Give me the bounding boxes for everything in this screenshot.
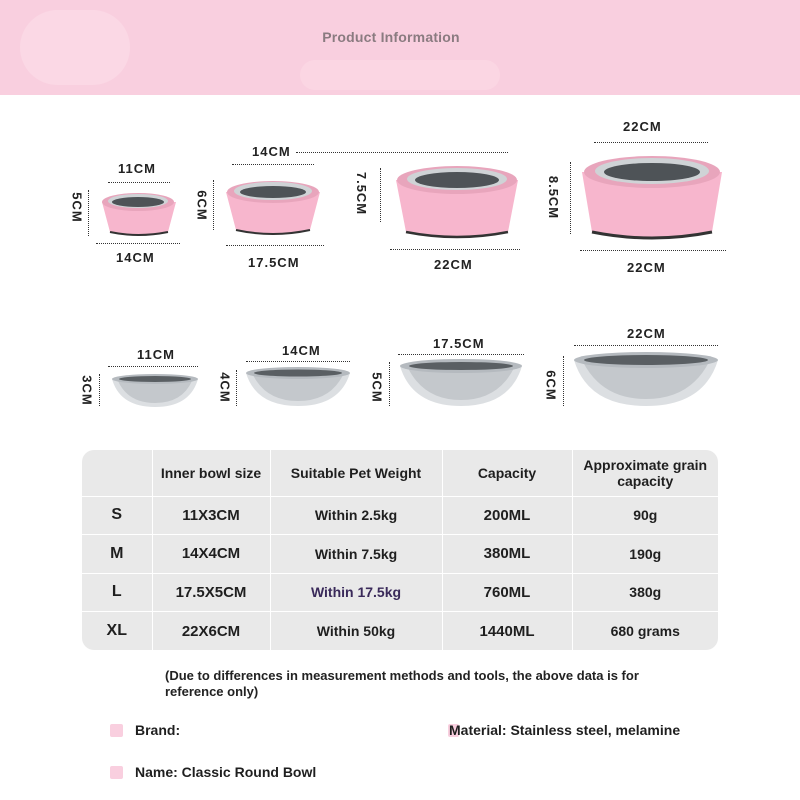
table-header-row [82,450,718,496]
top-dimension-line [108,366,198,367]
bottom-dimension-label: 22CM [627,260,666,275]
height-dimension-label: 8.5CM [546,175,562,220]
top-dimension-line [574,345,718,346]
pink-bullet-icon [110,766,123,779]
height-dimension-line [236,370,237,406]
steel-bowl-icon [110,373,200,409]
top-dimension-line [246,361,350,362]
pink-bowl-icon [578,152,726,244]
size-cell: M [82,535,152,574]
pink-bowl-icon [392,162,522,242]
product-name-text: Name: Classic Round Bowl [135,764,317,780]
table-row [82,496,718,535]
top-dimension-line [232,164,314,165]
pink-bullet-icon [110,724,123,737]
top-dimension-line [108,182,170,183]
height-dimension-line [563,356,564,406]
table-header-cell: Approximate grain capacity [572,450,718,496]
height-dimension-label: 7.5CM [354,171,370,216]
steel-bowl-icon [572,350,720,408]
spec-table [82,450,718,650]
table-row [82,535,718,574]
page-title: Product Information [322,29,460,45]
height-dimension-label: 6CM [543,370,559,401]
steel-bowl-icon [244,366,352,408]
capacity-cell: 760ML [442,573,572,612]
height-dimension-line [380,168,381,222]
table-header-cell: Capacity [442,450,572,496]
table-row [82,573,718,612]
pet-weight-cell: Within 2.5kg [270,496,442,535]
table-row [82,612,718,651]
header-banner [0,0,800,95]
height-dimension-line [88,190,89,236]
top-dimension-label: 22CM [627,326,666,341]
name-row [110,764,316,780]
height-dimension-label: 6CM [194,190,210,221]
bottom-dimension-line [580,250,726,251]
size-cell: XL [82,612,152,651]
height-dimension-label: 4CM [217,372,233,403]
table-header-cell: Inner bowl size [152,450,270,496]
top-dimension-label: 14CM [282,343,321,358]
table-header-cell: Suitable Pet Weight [270,450,442,496]
inner-size-cell: 17.5X5CM [152,573,270,612]
pet-weight-cell: Within 50kg [270,612,442,651]
size-cell: L [82,573,152,612]
grain-capacity-cell: 380g [572,573,718,612]
brand-row [110,722,180,738]
inner-size-cell: 14X4CM [152,535,270,574]
table-header-cell [82,450,152,496]
height-dimension-line [570,162,571,234]
capacity-cell: 200ML [442,496,572,535]
pet-weight-cell: Within 17.5kg [270,573,442,612]
header-blur-shape [20,10,130,85]
pink-bowl-icon [98,188,178,238]
bottom-dimension-label: 14CM [116,250,155,265]
top-dimension-label: 22CM [623,119,662,134]
bottom-dimension-label: 22CM [434,257,473,272]
bottom-dimension-line [390,249,520,250]
header-blur-shape [300,60,500,90]
top-dimension-label: 17.5CM [433,336,485,351]
grain-capacity-cell: 190g [572,535,718,574]
height-dimension-line [99,374,100,406]
size-cell: S [82,496,152,535]
material-row [448,722,680,738]
grain-capacity-cell: 90g [572,496,718,535]
height-dimension-line [213,180,214,230]
top-dimension-label: 14CM [252,144,291,159]
material-text: Material: Stainless steel, melamine [449,722,681,738]
top-dimension-line [398,354,524,355]
measurement-note: (Due to differences in measurement methods and tools, the above data is for reference only) [165,668,639,699]
top-dimension-label: 11CM [137,347,175,362]
bottom-dimension-line [226,245,324,246]
spec-table-grid [82,450,718,650]
bottom-dimension-line [96,243,180,244]
height-dimension-label: 5CM [69,192,85,223]
capacity-cell: 1440ML [442,612,572,651]
height-dimension-label: 3CM [79,375,95,406]
bottom-dimension-label: 17.5CM [248,255,300,270]
height-dimension-line [389,362,390,406]
inner-size-cell: 22X6CM [152,612,270,651]
brand-label: Brand: [135,722,181,738]
inner-size-cell: 11X3CM [152,496,270,535]
top-dimension-line [594,142,708,143]
steel-bowl-icon [398,358,524,408]
pet-weight-cell: Within 7.5kg [270,535,442,574]
capacity-cell: 380ML [442,535,572,574]
grain-capacity-cell: 680 grams [572,612,718,651]
top-dimension-line [296,152,508,153]
height-dimension-label: 5CM [369,372,385,403]
pink-bowl-icon [222,176,324,238]
top-dimension-label: 11CM [118,161,156,176]
